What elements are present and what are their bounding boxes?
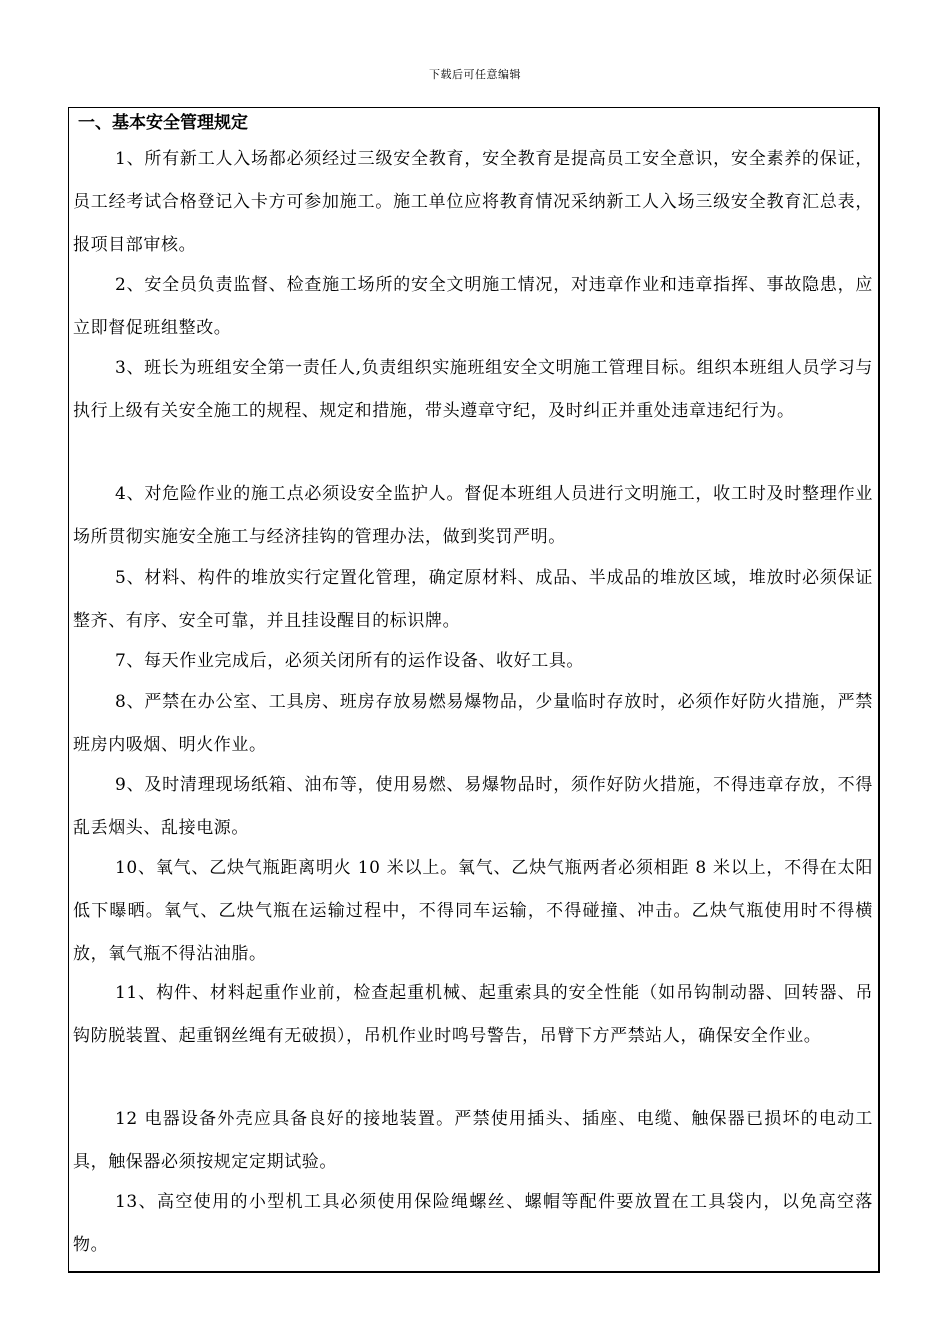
paragraph-12: 12 电器设备外壳应具备良好的接地装置。严禁使用插头、插座、电缆、触保器已损坏的电动工具，触保器必须按规定定期试验。 bbox=[73, 1109, 873, 1172]
paragraph-11: 11、构件、材料起重作业前，检查起重机械、起重索具的安全性能（如吊钩制动器、回转器、吊钩防脱装置、起重钢丝绳有无破损），吊机作业时鸣号警告，吊臂下方严禁站人，确保安全作业。 bbox=[73, 983, 873, 1046]
paragraph-7: 7、每天作业完成后，必须关闭所有的运作设备、收好工具。 bbox=[115, 651, 585, 671]
paragraph-13: 13、高空使用的小型机工具必须使用保险绳螺丝、螺帽等配件要放置在工具袋内，以免高空落物。 bbox=[73, 1192, 873, 1255]
section-title: 一、基本安全管理规定 bbox=[78, 113, 248, 133]
paragraph-4: 4、对危险作业的施工点必须设安全监护人。督促本班组人员进行文明施工，收工时及时整理作业场所贯彻实施安全施工与经济挂钩的管理办法，做到奖罚严明。 bbox=[73, 484, 873, 547]
paragraph-5: 5、材料、构件的堆放实行定置化管理，确定原材料、成品、半成品的堆放区域，堆放时必须保证整齐、有序、安全可靠，并且挂设醒目的标识牌。 bbox=[73, 568, 873, 631]
paragraph-3: 3、班长为班组安全第一责任人,负责组织实施班组安全文明施工管理目标。组织本班组人员学习与执行上级有关安全施工的规程、规定和措施，带头遵章守纪，及时纠正并重处违章违纪行为。 bbox=[73, 358, 873, 421]
paragraph-10: 10、氧气、乙炔气瓶距离明火 10 米以上。氧气、乙炔气瓶两者必须相距 8 米以上，不得在太阳低下曝晒。氧气、乙炔气瓶在运输过程中，不得同车运输，不得碰撞、冲击。乙炔气瓶使用时不得横放，氧气瓶不得沾油脂。 bbox=[73, 858, 873, 964]
paragraph-2: 2、安全员负责监督、检查施工场所的安全文明施工情况，对违章作业和违章指挥、事故隐患，应立即督促班组整改。 bbox=[73, 275, 873, 338]
paragraph-9: 9、及时清理现场纸箱、油布等，使用易燃、易爆物品时，须作好防火措施，不得违章存放，不得乱丢烟头、乱接电源。 bbox=[73, 775, 873, 838]
header-note: 下载后可任意编辑 bbox=[429, 68, 521, 81]
paragraph-1: 1、所有新工人入场都必须经过三级安全教育，安全教育是提高员工安全意识，安全素养的保证，员工经考试合格登记入卡方可参加施工。施工单位应将教育情况采纳新工人入场三级安全教育汇总表，报项目部审核。 bbox=[73, 149, 873, 255]
paragraph-8: 8、严禁在办公室、工具房、班房存放易燃易爆物品，少量临时存放时，必须作好防火措施，严禁班房内吸烟、明火作业。 bbox=[73, 692, 873, 755]
